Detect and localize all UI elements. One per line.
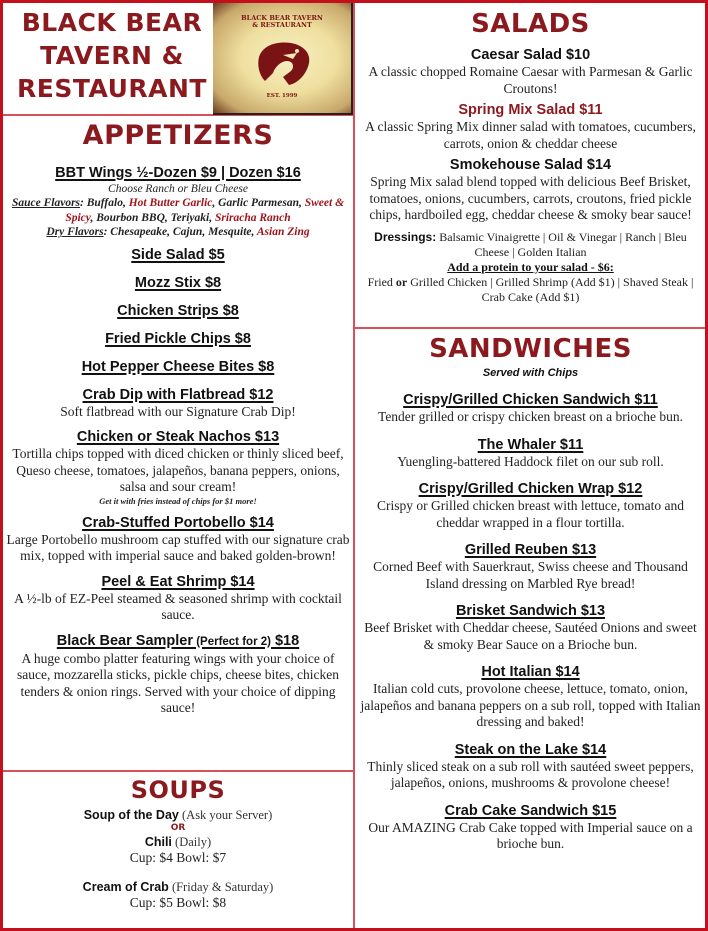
- menu-item-title: Grilled Reuben $13: [464, 542, 597, 558]
- menu-item-desc: Tortilla chips topped with diced chicken or thinly sliced beef, Queso cheese, tomatoes, jalapeños, banana peppers, onions, salsa and sour cream!: [12, 446, 344, 494]
- soup-name: Soup of the Day: [83, 808, 179, 822]
- wings-title: BBT Wings ½-Dozen $9 | Dozen $16: [55, 165, 301, 181]
- menu-item-note: Get it with fries instead of chips for $1 more!: [99, 495, 257, 506]
- column-divider: [353, 3, 355, 928]
- flavor: Bourbon BBQ: [96, 211, 165, 224]
- section-title-salads: SALADS: [471, 9, 590, 39]
- soup-cream-of-crab: [5, 878, 351, 895]
- soup-note: (Friday & Saturday): [168, 880, 274, 894]
- menu-item-desc: Thinly sliced steak on a sub roll with sautéed sweet peppers, jalapeños, onions, mushrooms & provolone cheese!: [367, 758, 694, 790]
- protein-options: [358, 275, 703, 305]
- menu-item-title: Crab Dip with Flatbread $12: [82, 386, 274, 403]
- flavor: Mesquite: [208, 226, 252, 238]
- soup-chili: [5, 833, 351, 850]
- dry-flavors: Dry Flavors: Chesapeake, Cajun, Mesquite, Asian Zing: [46, 226, 310, 238]
- menu-item-desc: Our AMAZING Crab Cake topped with Imperial sauce on a brioche bun.: [368, 819, 693, 851]
- flavor-highlight: Asian Zing: [256, 226, 310, 238]
- restaurant-name-line: RESTAURANT: [17, 74, 207, 103]
- menu-item-title: Caesar Salad $10: [470, 47, 591, 63]
- restaurant-name: [12, 6, 212, 105]
- flavor-highlight: Sriracha Ranch: [214, 211, 291, 224]
- menu-item-desc: Italian cold cuts, provolone cheese, lettuce, tomato, onion, jalapeños and banana peppers on a sub roll, topped with Italian dressing and baked!: [360, 681, 701, 729]
- sauce-flavors: Sauce Flavors: Buffalo, Hot Butter Garlic, Garlic Parmesan, Sweet & Spicy, Bourbon BBQ, Teriyaki, Sriracha Ranch: [11, 197, 345, 224]
- menu-item-title: Chicken or Steak Nachos $13: [76, 429, 280, 445]
- logo-est: EST. 1999: [266, 93, 298, 99]
- logo-text-line: & RESTAURANT: [252, 21, 312, 29]
- menu-item-desc: Crispy or Grilled chicken breast with lettuce, tomato and cheddar wrapped in a flour tortilla.: [376, 498, 685, 530]
- appetizers-section: [5, 118, 351, 717]
- menu-item-desc: Large Portobello mushroom cap stuffed with our signature crab mix, topped with imperial sauce and baked golden-brown!: [6, 531, 350, 563]
- flavor: Chesapeake: [110, 226, 168, 238]
- section-title-soups: SOUPS: [130, 776, 226, 804]
- menu-item-desc: Spring Mix salad blend topped with delicious Beef Brisket, tomatoes, onions, cucumbers, carrots, croutons, fried pickle chips, hardboiled egg, cheddar cheese & smoky bear sauce!: [369, 174, 692, 222]
- menu-item-title: Chicken Strips $8: [117, 302, 239, 319]
- menu-item-title: Crab Cake Sandwich $15: [444, 802, 617, 819]
- menu-item-desc: A huge combo platter featuring wings with your choice of sauce, mozzarella sticks, pickle chips, cheese bites, chicken tenders & onion rings. Served with your choice of dipping sauce!: [17, 650, 339, 715]
- logo-text-line: BLACK BEAR TAVERN: [241, 14, 323, 22]
- menu-item-title: Fried Pickle Chips $8: [105, 330, 251, 347]
- menu-item-desc: Corned Beef with Sauerkraut, Swiss cheese and Thousand Island dressing on Marbled Rye bread!: [373, 559, 688, 591]
- menu-item-desc: Tender grilled or crispy chicken breast on a brioche bun.: [378, 409, 683, 424]
- menu-item-title: Crab-Stuffed Portobello $14: [82, 514, 274, 531]
- menu-item-title: Peel & Eat Shrimp $14: [101, 573, 255, 590]
- menu-item-title: Mozz Stix $8: [134, 274, 222, 291]
- soup-of-day: [5, 806, 351, 823]
- menu-item-title: Crispy/Grilled Chicken Wrap $12: [418, 481, 643, 497]
- menu-item-title: Steak on the Lake $14: [454, 741, 607, 758]
- protein-or: or: [395, 274, 408, 289]
- logo-text: [213, 15, 351, 29]
- protein-title: Add a protein to your salad - $6:: [447, 259, 614, 274]
- flavor: Garlic Parmesan: [218, 197, 299, 209]
- menu-item-desc: Yuengling-battered Haddock filet on our sub roll.: [397, 453, 664, 469]
- flavor: Cajun: [172, 226, 203, 238]
- soup-price: Cup: $5 Bowl: $8: [129, 895, 227, 910]
- soups-section: [5, 774, 351, 911]
- dressings: [358, 230, 703, 260]
- soup-name: Cream of Crab: [82, 880, 169, 894]
- menu-item-title: Smokehouse Salad $14: [449, 157, 612, 173]
- menu-item-desc: A ½-lb of EZ-Peel steamed & seasoned shrimp with cocktail sauce.: [14, 590, 342, 622]
- dressings-list: Balsamic Vinaigrette | Oil & Vinegar | Ranch | Bleu Cheese | Golden Italian: [436, 229, 687, 259]
- flavor-highlight: Hot Butter Garlic: [128, 197, 213, 209]
- soup-price: Cup: $4 Bowl: $7: [129, 850, 227, 865]
- flavor: Teriyaki: [170, 211, 210, 224]
- menu-item-desc: Soft flatbread with our Signature Crab Dip!: [60, 403, 296, 419]
- soup-note: (Daily): [171, 835, 212, 849]
- soup-note: (Ask your Server): [178, 808, 273, 822]
- restaurant-logo: [213, 3, 353, 115]
- restaurant-name-line: TAVERN &: [40, 41, 184, 70]
- flavor-highlight: Sweet & Spicy: [65, 197, 345, 224]
- menu-item-desc: A classic Spring Mix dinner salad with tomatoes, cucumbers, carrots, onion & cheddar cheese: [365, 119, 696, 151]
- salads-sandwiches-divider: [355, 327, 705, 329]
- bear-head-icon: [253, 37, 313, 87]
- wings-subtitle: Choose Ranch or Bleu Cheese: [108, 183, 248, 195]
- menu-item-desc: Beef Brisket with Cheddar cheese, Sautéed Onions and sweet & smoky Bear Sauce on a Brioche bun.: [364, 620, 697, 652]
- menu-item-title: [5, 632, 351, 651]
- sandwiches-subtitle: Served with Chips: [482, 367, 579, 379]
- salads-section: [358, 6, 703, 305]
- soup-name: Chili: [144, 835, 172, 849]
- menu-item-title: Hot Italian $14: [481, 664, 580, 680]
- menu-item-title: Crispy/Grilled Chicken Sandwich $11: [403, 392, 658, 408]
- appetizers-soups-divider: [3, 770, 353, 772]
- dressings-label: Dressings:: [374, 229, 437, 244]
- menu-item-title: Brisket Sandwich $13: [455, 603, 606, 619]
- sampler-price: $18: [270, 632, 300, 649]
- menu-item-title: Hot Pepper Cheese Bites $8: [81, 358, 275, 375]
- protein-option: Fried: [367, 274, 396, 289]
- soup-or: OR: [170, 823, 186, 833]
- sampler-note: (Perfect for 2): [193, 635, 271, 648]
- sauce-flavors-label: Sauce Flavors: [11, 197, 81, 209]
- protein-option: Grilled Chicken | Grilled Shrimp (Add $1) | Shaved Steak | Crab Cake (Add $1): [407, 274, 694, 304]
- sampler-name: Black Bear Sampler: [56, 632, 193, 649]
- sandwiches-section: [358, 331, 703, 853]
- dry-flavors-label: Dry Flavors: [46, 226, 104, 238]
- restaurant-name-line: BLACK BEAR: [21, 8, 203, 37]
- section-title-appetizers: APPETIZERS: [82, 120, 274, 151]
- menu-item-desc: A classic chopped Romaine Caesar with Parmesan & Garlic Croutons!: [368, 64, 693, 96]
- section-title-sandwiches: SANDWICHES: [429, 334, 632, 364]
- menu-item-title: Spring Mix Salad $11: [458, 102, 603, 118]
- menu-item-title: The Whaler $11: [477, 436, 584, 453]
- flavor: Buffalo: [86, 197, 123, 209]
- menu-item-title: Side Salad $5: [131, 246, 225, 263]
